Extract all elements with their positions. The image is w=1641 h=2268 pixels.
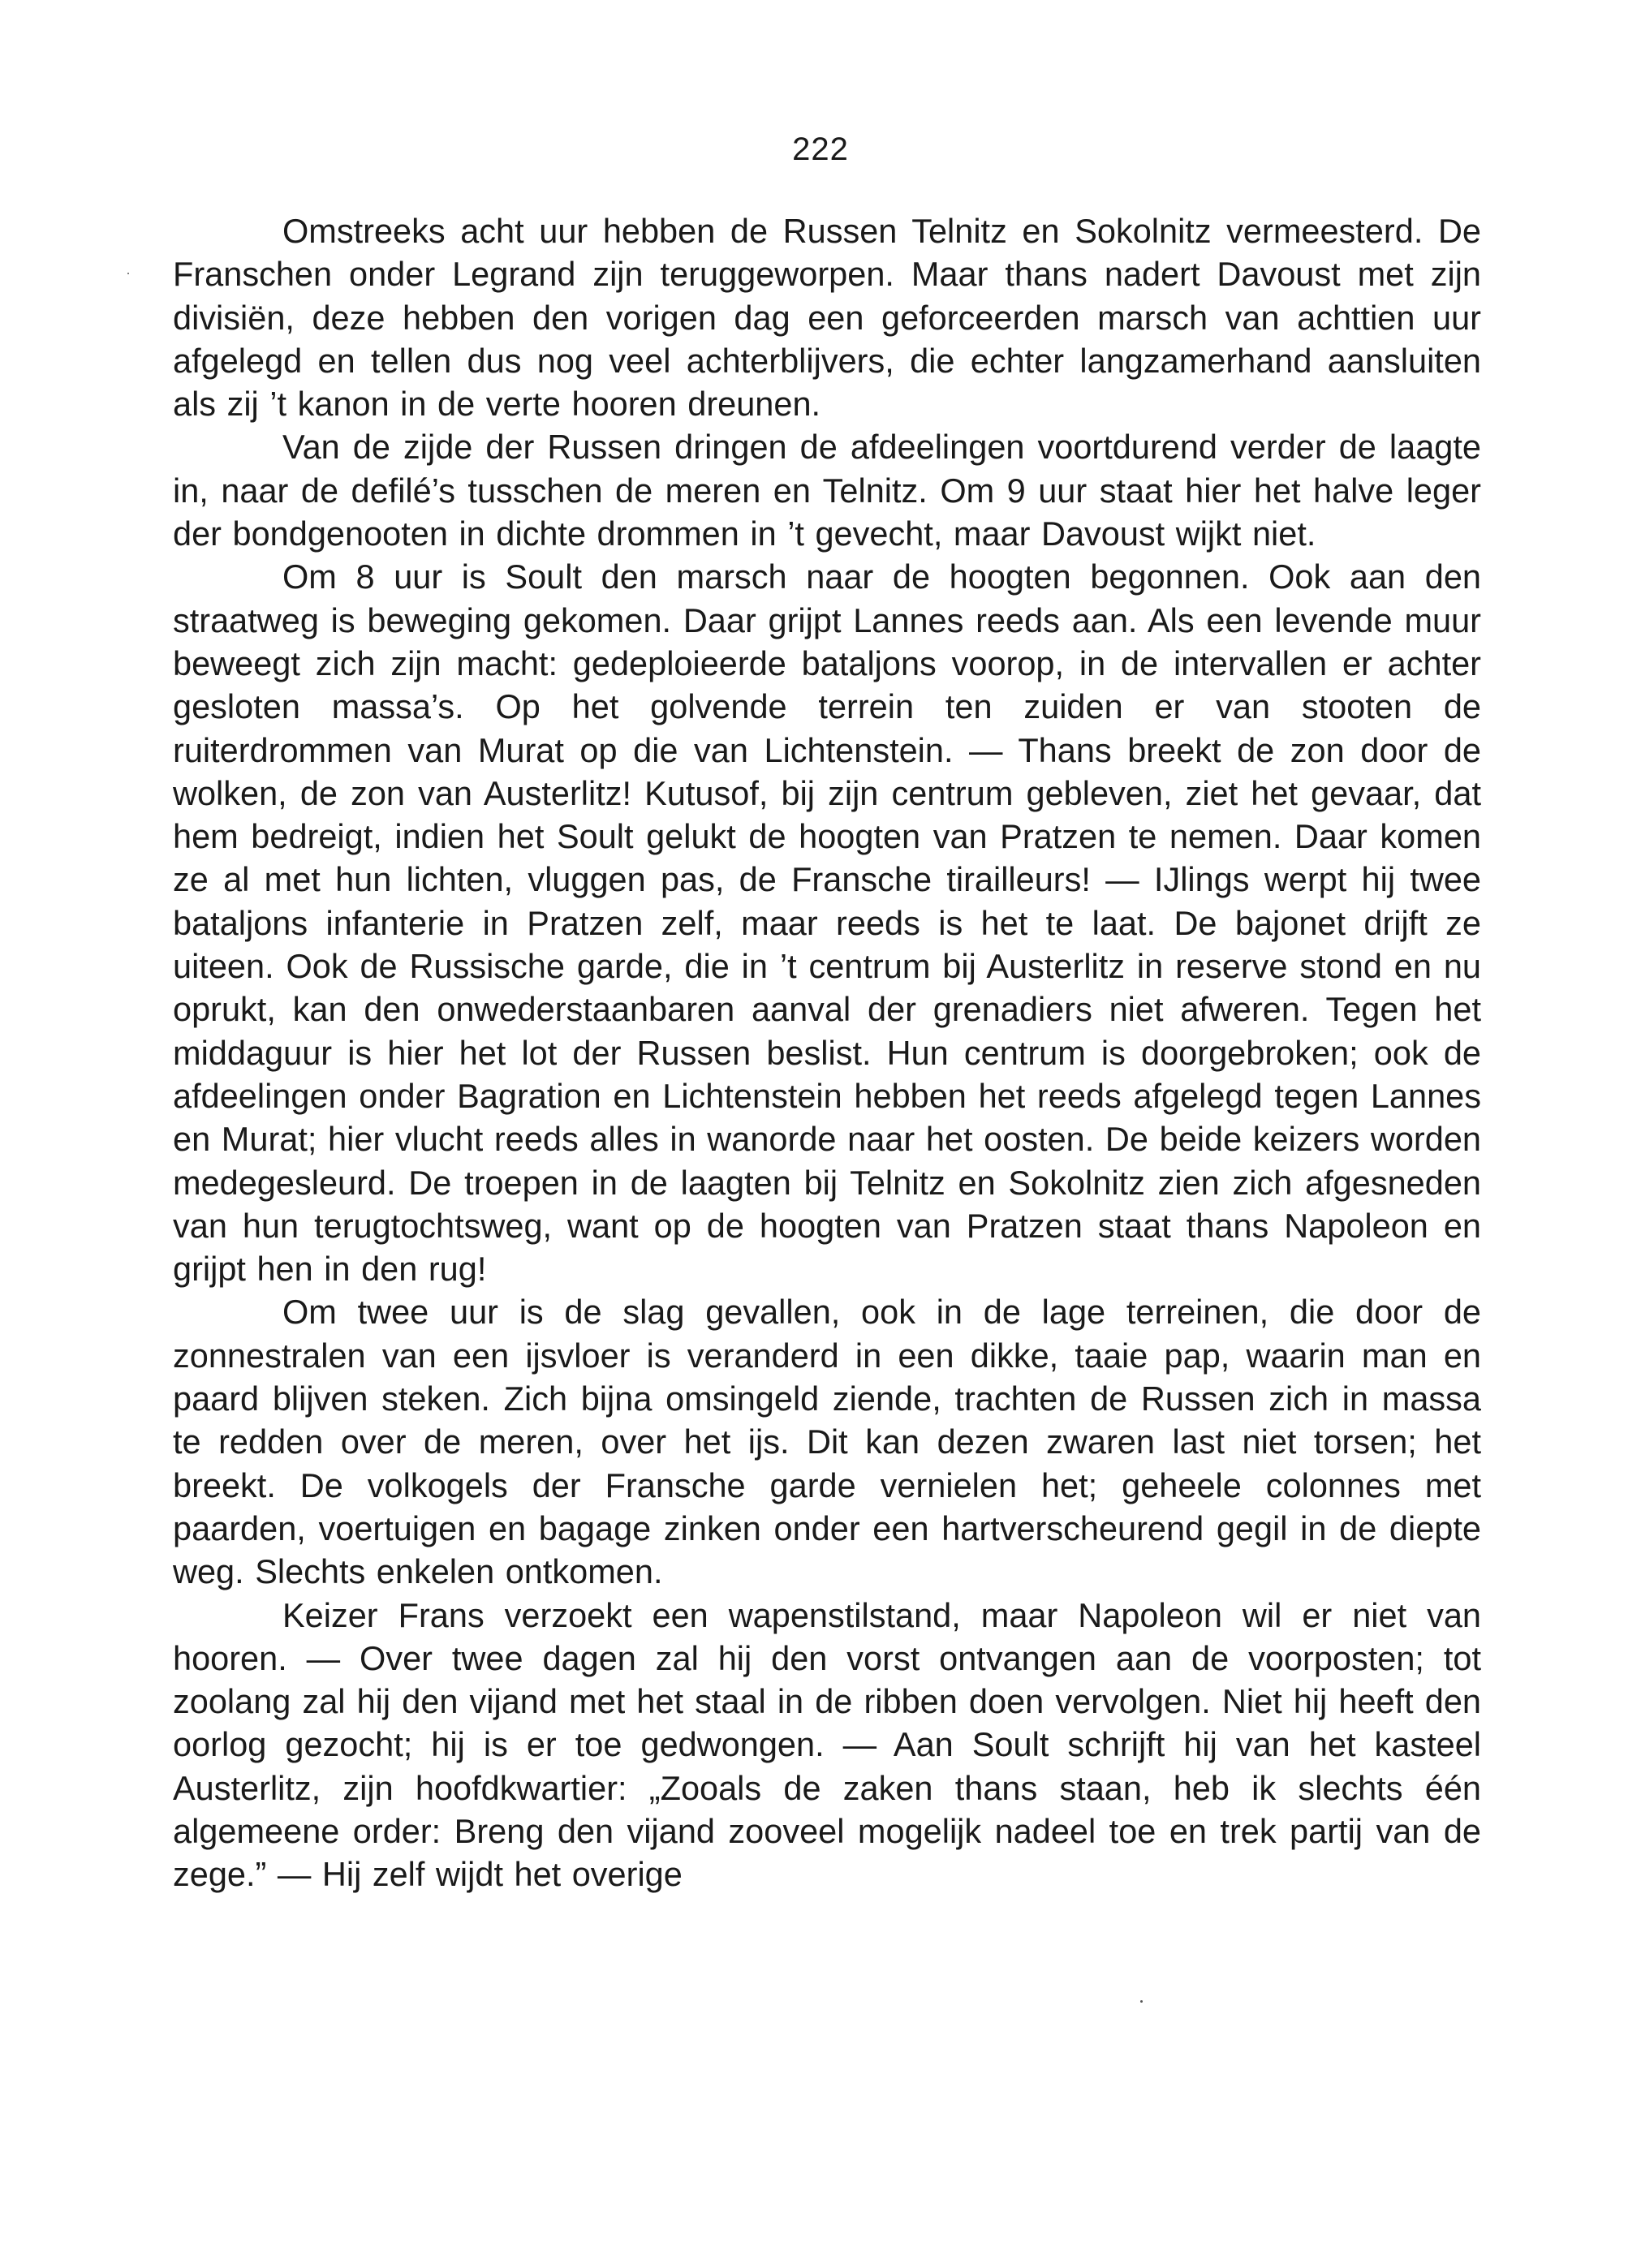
paragraph-5: Keizer Frans verzoekt een wapenstilstand, maar Napoleon wil er niet van hooren. — Over twee dagen zal hij den vorst ontvangen aan de voorposten; tot zoolang zal hij den vijand met het staal in de ribben doen vervolgen. Niet hij heeft den oorlog gezocht; hij is er toe gedwongen. — Aan Soult schrijft hij van het kasteel Austerlitz, zijn hoofdkwartier: „Zooals de zaken thans staan, heb ik slechts één algemeene order: Breng den vijand zooveel mogelijk nadeel toe en trek partij van de zege.” — Hij zelf wijdt het overige xyxy=(173,1595,1481,1894)
page-number: 222 xyxy=(792,131,849,167)
body-text xyxy=(173,209,1481,1896)
scan-speck xyxy=(1140,2000,1143,2003)
paragraph-1: Omstreeks acht uur hebben de Russen Telnitz en Sokolnitz vermeesterd. De Franschen onder Legrand zijn teruggeworpen. Maar thans nadert Davoust met zijn divisiën, deze hebben den vorigen dag een geforceerden marsch van achttien uur afgelegd en tellen dus nog veel achterblijvers, die echter langzamerhand aansluiten als zij ’t kanon in de verte hooren dreunen. xyxy=(173,212,1481,424)
paragraph-4: Om twee uur is de slag gevallen, ook in de lage terreinen, die door de zonnestralen van een ijsvloer is veranderd in een dikke, taaie pap, waarin man en paard blijven steken. Zich bijna omsingeld ziende, trachten de Russen zich in massa te redden over de meren, over het ijs. Dit kan dezen zwaren last niet torsen; het breekt. De volkogels der Fransche garde vernielen het; geheele colonnes met paarden, voertuigen en bagage zinken onder een hartverscheurend gegil in de diepte weg. Slechts enkelen ontkomen. xyxy=(173,1293,1481,1591)
paragraph-3: Om 8 uur is Soult den marsch naar de hoogten begonnen. Ook aan den straatweg is beweging gekomen. Daar grijpt Lannes reeds aan. Als een levende muur beweegt zich zijn macht: gedeploieerde bataljons voorop, in de intervallen er achter gesloten massa’s. Op het golvende terrein ten zuiden er van stooten de ruiterdrommen van Murat op die van Lichtenstein. — Thans breekt de zon door de wolken, de zon van Austerlitz! Kutusof, bij zijn centrum gebleven, ziet het gevaar, dat hem bedreigt, indien het Soult gelukt de hoogten van Pratzen te nemen. Daar komen ze al met hun lichten, vluggen pas, de Fransche tirailleurs! — IJlings werpt hij twee bataljons infanterie in Pratzen zelf, maar reeds is het te laat. De bajonet drijft ze uiteen. Ook de Russische garde, die in ’t centrum bij Austerlitz in reserve stond en nu oprukt, kan den onwederstaanbaren aanval der grenadiers niet afweren. Tegen het middaguur is hier het lot der Russen beslist. Hun centrum is doorgebroken; ook de afdeelingen onder Bagration en Lichtenstein hebben het reeds afgelegd tegen Lannes en Murat; hier vlucht reeds alles in wanorde naar het oosten. De beide keizers worden medegesleurd. De troepen in de laagten bij Telnitz en Sokolnitz zien zich afgesneden van hun terugtochtsweg, want op de hoogten van Pratzen staat thans Napoleon en grijpt hen in den rug! xyxy=(173,557,1481,1289)
paragraph-2: Van de zijde der Russen dringen de afdeelingen voortdurend verder de laagte in, naar de defilé’s tusschen de meren en Telnitz. Om 9 uur staat hier het halve leger der bondgenooten in dichte drommen in ’t gevecht, maar Davoust wijkt niet. xyxy=(173,428,1481,553)
scan-speck xyxy=(127,273,129,274)
